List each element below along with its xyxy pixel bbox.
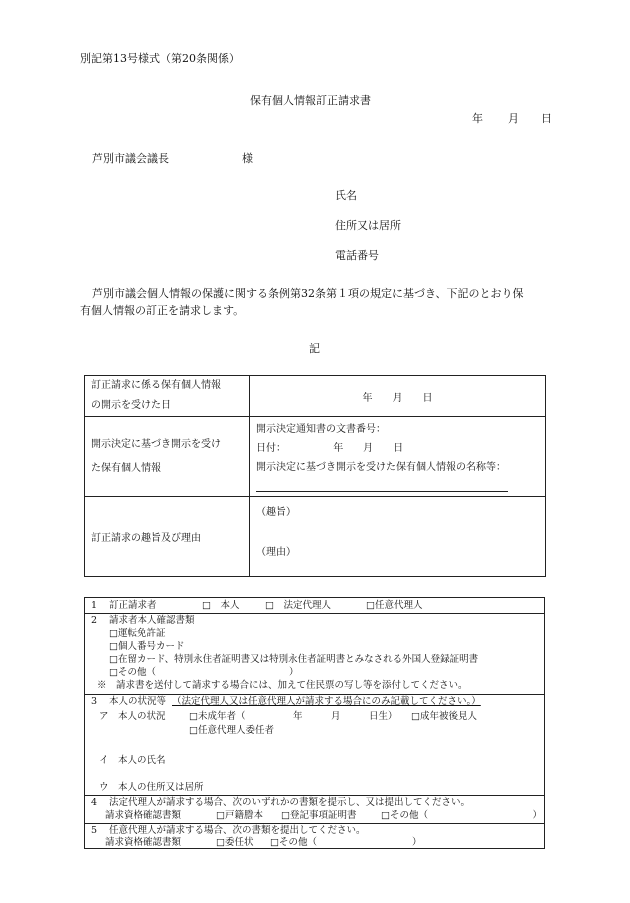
s4-option-registry[interactable]: □登記事項証明書 bbox=[281, 810, 357, 821]
label-line: の開示を受けた日 bbox=[91, 400, 171, 411]
body-text-line1: 芦別市議会個人情報の保護に関する条例第32条第１項の規定に基づき、下記のとおり保 bbox=[92, 287, 524, 300]
date-line bbox=[256, 439, 539, 458]
s2-number: 2 bbox=[91, 615, 98, 626]
disclosure-date-label bbox=[85, 376, 250, 417]
info-name-underline bbox=[256, 477, 508, 492]
applicant-name-label: 氏名 bbox=[335, 189, 357, 202]
doc-number-label: 開示決定通知書の文書番号： bbox=[256, 424, 386, 435]
spacer bbox=[256, 523, 539, 543]
reason-label: （理由） bbox=[256, 547, 296, 558]
date-placeholder: 年 月 日 bbox=[362, 392, 433, 404]
date-year: 年 bbox=[472, 112, 483, 125]
s3-a-option-ward[interactable]: □成年被後見人 bbox=[411, 711, 477, 722]
s1-label: 訂正請求者 bbox=[109, 600, 157, 611]
s2-label: 請求者本人確認書類 bbox=[109, 615, 195, 626]
gist-label: （趣旨） bbox=[256, 507, 296, 518]
gist-reason-label bbox=[85, 497, 250, 577]
divider bbox=[85, 613, 544, 614]
s2-doc-mynumber[interactable]: □個人番号カード bbox=[109, 641, 185, 652]
table-row bbox=[85, 497, 546, 577]
applicant-phone-label: 電話番号 bbox=[335, 249, 379, 262]
s5-option-other[interactable]: □その他（ ） bbox=[270, 837, 422, 848]
s3-label: 本人の状況等 bbox=[109, 696, 167, 707]
body-text-line2: 有個人情報の訂正を請求します。 bbox=[80, 304, 245, 317]
s4-option-koseki[interactable]: □戸籍謄本 bbox=[216, 810, 263, 821]
s4-option-other[interactable]: □その他（ ） bbox=[381, 810, 542, 821]
date-label: 日付： bbox=[256, 443, 286, 454]
divider bbox=[85, 795, 544, 796]
s3-u-label: ウ 本人の住所又は居所 bbox=[99, 782, 204, 793]
label-line: 開示決定に基づき開示を受け bbox=[91, 438, 221, 450]
label-line: 訂正請求に係る保有個人情報 bbox=[91, 380, 221, 391]
date-month: 月 bbox=[508, 112, 519, 125]
s1-option-legal-agent[interactable]: □ 法定代理人 bbox=[265, 600, 331, 611]
s4-text: 法定代理人が請求する場合、次のいずれかの書類を提示し、又は提出してください。 bbox=[109, 797, 471, 808]
addressee-honorific: 様 bbox=[242, 152, 253, 165]
addressee-name: 芦別市議会議長 bbox=[92, 152, 169, 165]
s2-doc-residence-card[interactable]: □在留カード、特別永住者証明書又は特別永住者証明書とみなされる外国人登録証明書 bbox=[109, 654, 479, 665]
s5-number: 5 bbox=[91, 825, 98, 836]
s1-number: 1 bbox=[91, 600, 98, 611]
s5-docs-label: 請求資格確認書類 bbox=[105, 837, 182, 848]
s2-doc-license[interactable]: □運転免許証 bbox=[109, 628, 166, 639]
label-text: 訂正請求の趣旨及び理由 bbox=[91, 533, 201, 544]
disclosed-info-label bbox=[85, 417, 250, 497]
s4-number: 4 bbox=[91, 797, 98, 808]
requester-info-table bbox=[84, 597, 545, 849]
s5-option-power-of-attorney[interactable]: □委任状 bbox=[216, 837, 254, 848]
s3-i-label: イ 本人の氏名 bbox=[99, 755, 166, 766]
date-day: 日 bbox=[541, 112, 552, 125]
applicant-address-label: 住所又は居所 bbox=[335, 219, 401, 232]
ki-heading: 記 bbox=[309, 342, 320, 355]
s3-a-option-delegator[interactable]: □任意代理人委任者 bbox=[189, 725, 274, 736]
table-row bbox=[85, 417, 546, 497]
form-number: 別記第13号様式（第20条関係） bbox=[80, 52, 240, 65]
table-row bbox=[85, 376, 546, 417]
s3-a-label: ア 本人の状況 bbox=[99, 711, 166, 722]
date-placeholder: 年 月 日 bbox=[333, 443, 404, 454]
disclosure-date-value[interactable] bbox=[250, 376, 546, 417]
s3-number: 3 bbox=[91, 696, 98, 707]
disclosed-info-value[interactable] bbox=[250, 417, 546, 497]
s5-text: 任意代理人が請求する場合、次の書類を提出してください。 bbox=[109, 825, 366, 836]
form-title: 保有個人情報訂正請求書 bbox=[250, 94, 371, 107]
label-line: た保有個人情報 bbox=[91, 462, 161, 474]
info-name-label: 開示決定に基づき開示を受けた保有個人情報の名称等： bbox=[256, 462, 506, 473]
s3-a-option-minor[interactable]: □未成年者（ 年 月 日生） bbox=[189, 711, 398, 722]
request-details-table bbox=[84, 375, 546, 577]
s2-doc-other[interactable]: □その他（ ） bbox=[109, 667, 299, 678]
divider bbox=[85, 823, 544, 824]
s1-option-self[interactable]: □ 本人 bbox=[202, 600, 240, 611]
s2-note: ※ 請求書を送付して請求する場合には、加えて住民票の写し等を添付してください。 bbox=[97, 680, 468, 691]
s3-instruction: （法定代理人又は任意代理人が請求する場合にのみ記載してください。） bbox=[172, 696, 481, 707]
gist-reason-value[interactable] bbox=[250, 497, 546, 577]
s4-docs-label: 請求資格確認書類 bbox=[105, 810, 182, 821]
divider bbox=[85, 694, 544, 695]
s1-option-voluntary-agent[interactable]: □任意代理人 bbox=[366, 600, 423, 611]
